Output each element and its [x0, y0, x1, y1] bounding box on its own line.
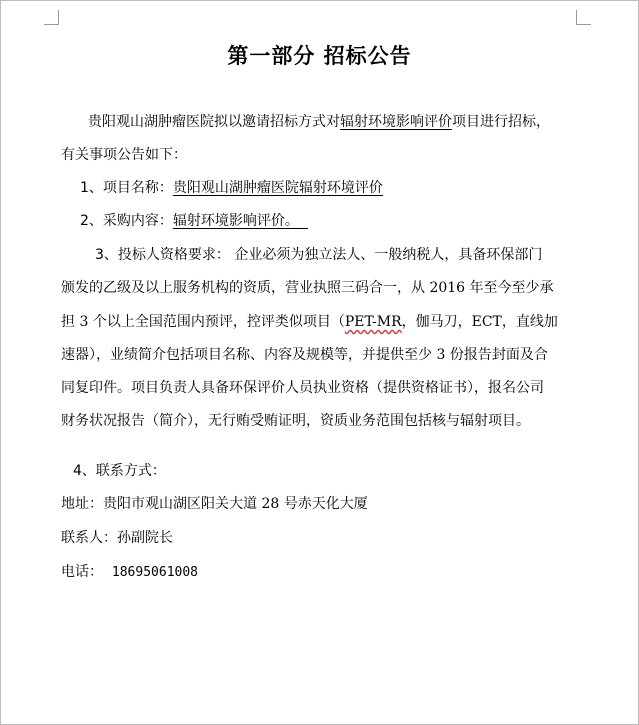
- item-3-line-2-b: 年至今至少承: [469, 280, 554, 296]
- item-3-line-5: 同复印件。项目负责人具备环保评价人员执业资格（提供资格证书），报名公司: [61, 380, 544, 396]
- phone-label: 电话：: [61, 564, 103, 580]
- item-3-line-2: [61, 278, 554, 298]
- intro-post: 项目进行招标，: [452, 114, 550, 130]
- item-3-ect: ECT: [471, 314, 502, 330]
- contact-heading: 4、联系方式：: [73, 463, 166, 479]
- item-1-label: 1、项目名称：: [80, 180, 173, 196]
- item-2: [80, 211, 308, 231]
- intro-underlined: 辐射环境影响评价: [340, 114, 452, 130]
- contact-address: [61, 494, 368, 514]
- item-3-line-2-a: 颁发的乙级及以上服务机构的资质，营业执照三码合一，从: [61, 280, 425, 296]
- phone-number: 18695061008: [111, 565, 198, 580]
- address-b: 号赤天化大厦: [283, 496, 368, 512]
- item-1-value: 贵阳观山湖肿瘤医院辐射环境评价: [172, 180, 383, 196]
- item-3-line-6: 财务状况报告（简介），无行贿受贿证明，资质业务范围包括核与辐射项目。: [61, 413, 530, 429]
- contact-phone: [61, 562, 198, 583]
- item-3-line-3: [61, 312, 558, 332]
- item-3-line-4-b: 份报告封面及合: [449, 347, 548, 363]
- item-2-value: 辐射环境影响评价。: [172, 213, 299, 229]
- item-3-year: 2016: [429, 280, 466, 296]
- person-name: 孙副院长: [117, 530, 173, 546]
- contact-person: [61, 528, 173, 548]
- margin-corner-top-right: [576, 10, 591, 25]
- item-3-line-3-d: ，直线加: [501, 314, 558, 330]
- intro-line-2: 有关事项公告如下：: [61, 147, 187, 163]
- intro-pre: 贵阳观山湖肿瘤医院拟以邀请招标方式对: [88, 114, 340, 130]
- address-label: 地址：: [61, 496, 103, 512]
- address-a: 贵阳市观山湖区阳关大道: [103, 496, 257, 512]
- item-3-line-4-a: 速器），业绩简介包括项目名称、内容及规模等，并提供至少: [61, 347, 432, 363]
- item-3-line-3-c: ，伽马刀，: [401, 314, 472, 330]
- person-label: 联系人：: [61, 530, 117, 546]
- item-3-line-1: 3、投标人资格要求： 企业必须为独立法人、一般纳税人，具备环保部门: [95, 247, 543, 263]
- item-2-label: 2、采购内容：: [80, 213, 173, 229]
- intro-line-1: [88, 112, 550, 132]
- item-1: [80, 178, 383, 198]
- document-title: 第一部分 招标公告: [227, 44, 412, 68]
- item-3-line-4: [61, 345, 548, 365]
- address-num: 28: [261, 496, 280, 512]
- margin-corner-top-left: [44, 10, 59, 25]
- item-3-petmr: PET-MR: [344, 314, 402, 330]
- item-3-line-3-a: 担: [61, 314, 75, 330]
- item-3-line-3-b: 个以上全国范围内预评，控评类似项目（: [92, 314, 345, 330]
- item-3-line-4-num: 3: [436, 347, 446, 363]
- item-3-line-3-num: 3: [79, 314, 89, 330]
